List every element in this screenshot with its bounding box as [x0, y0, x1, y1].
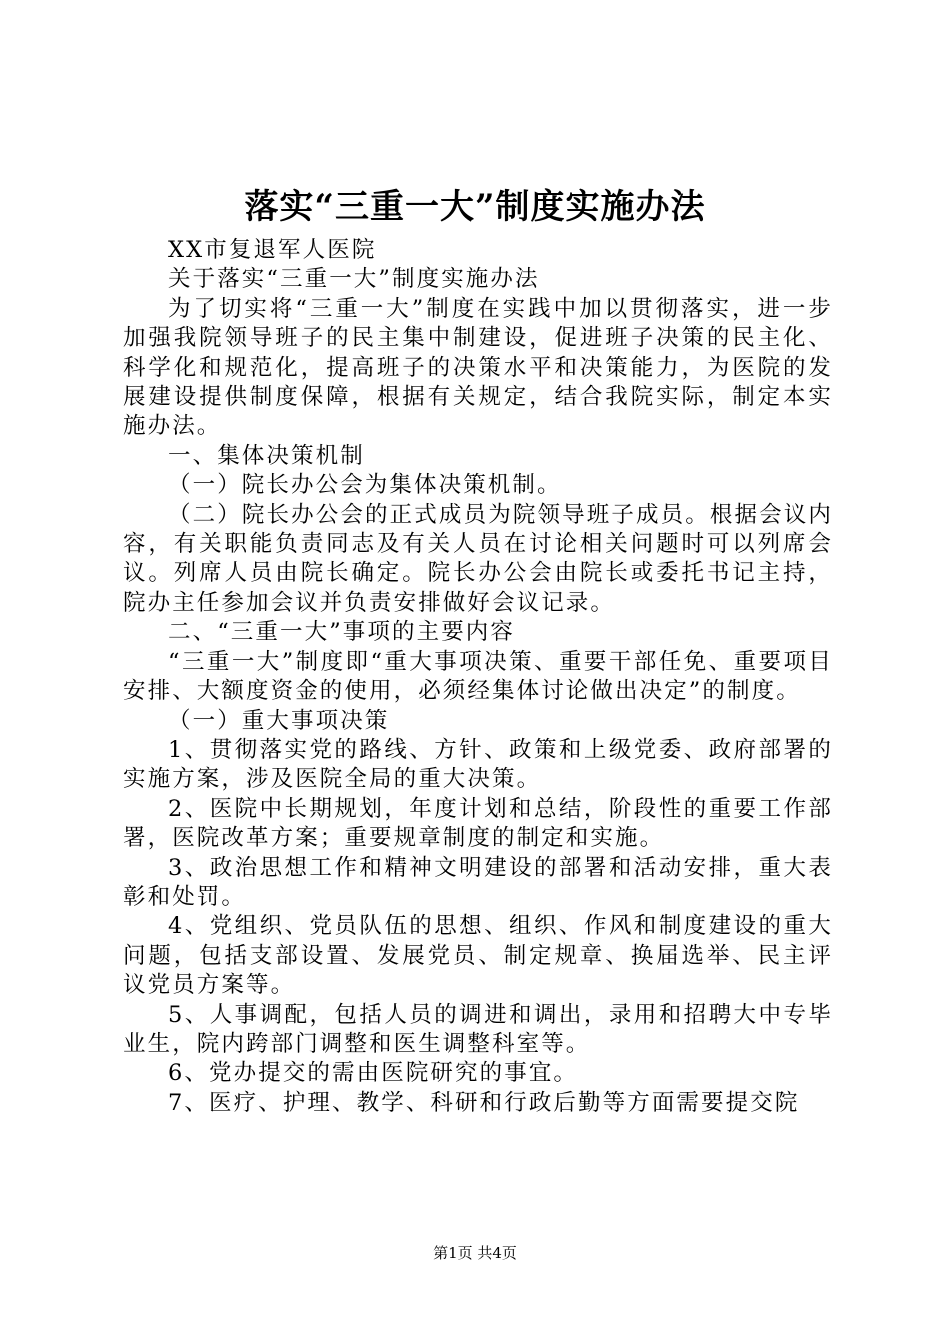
list-item: 7、医疗、护理、教学、科研和行政后勤等方面需要提交院 — [168, 1089, 800, 1116]
document-body — [123, 236, 833, 1118]
section-heading-2: 二、“三重一大”事项的主要内容 — [168, 619, 516, 646]
list-item: 2、医院中长期规划，年度计划和总结，阶段性的重要工作部署，医院改革方案；重要规章制度的制定和实施。 — [123, 795, 833, 852]
paragraph-hospital-name: XX市复退军人医院 — [168, 237, 377, 263]
paragraph-item: （一）院长办公会为集体决策机制。 — [168, 472, 562, 499]
paragraph-subtitle: 关于落实“三重一大”制度实施办法 — [168, 266, 540, 293]
list-item: 5、人事调配，包括人员的调进和调出，录用和招聘大中专毕业生，院内跨部门调整和医生调整科室等。 — [123, 1001, 833, 1057]
list-item: 6、党办提交的需由医院研究的事宜。 — [168, 1060, 579, 1087]
paragraph-item: （二）院长办公会的正式成员为院领导班子成员。根据会议内容，有关职能负责同志及有关人员在讨论相关问题时可以列席会议。列席人员由院长确定。院长办公会由院长或委托书记主持，院办主任参加会议并负责安排做好会议记录。 — [123, 501, 833, 616]
list-item: 4、党组织、党员队伍的思想、组织、作风和制度建设的重大问题，包括支部设置、发展党员、制定规章、换届选举、民主评议党员方案等。 — [123, 913, 833, 999]
list-item: 3、政治思想工作和精神文明建设的部署和活动安排，重大表彰和处罚。 — [123, 854, 833, 910]
subsection-heading: （一）重大事项决策 — [168, 707, 390, 734]
list-item: 1、贯彻落实党的路线、方针、政策和上级党委、政府部署的实施方案，涉及医院全局的重大决策。 — [123, 736, 833, 793]
paragraph-definition: “三重一大”制度即“重大事项决策、重要干部任免、重要项目安排、大额度资金的使用，必须经集体讨论做出决定”的制度。 — [123, 648, 833, 705]
document-title: 落实“三重一大”制度实施办法 — [244, 187, 706, 227]
paragraph-intro: 为了切实将“三重一大”制度在实践中加以贯彻落实，进一步加强我院领导班子的民主集中制建设，促进班子决策的民主化、科学化和规范化，提高班子的决策水平和决策能力，为医院的发展建设提供制度保障，根据有关规定，结合我院实际，制定本实施办法。 — [123, 295, 833, 440]
section-heading-1: 一、集体决策机制 — [168, 442, 365, 469]
page-footer: 第1页 共4页 — [433, 1244, 517, 1262]
